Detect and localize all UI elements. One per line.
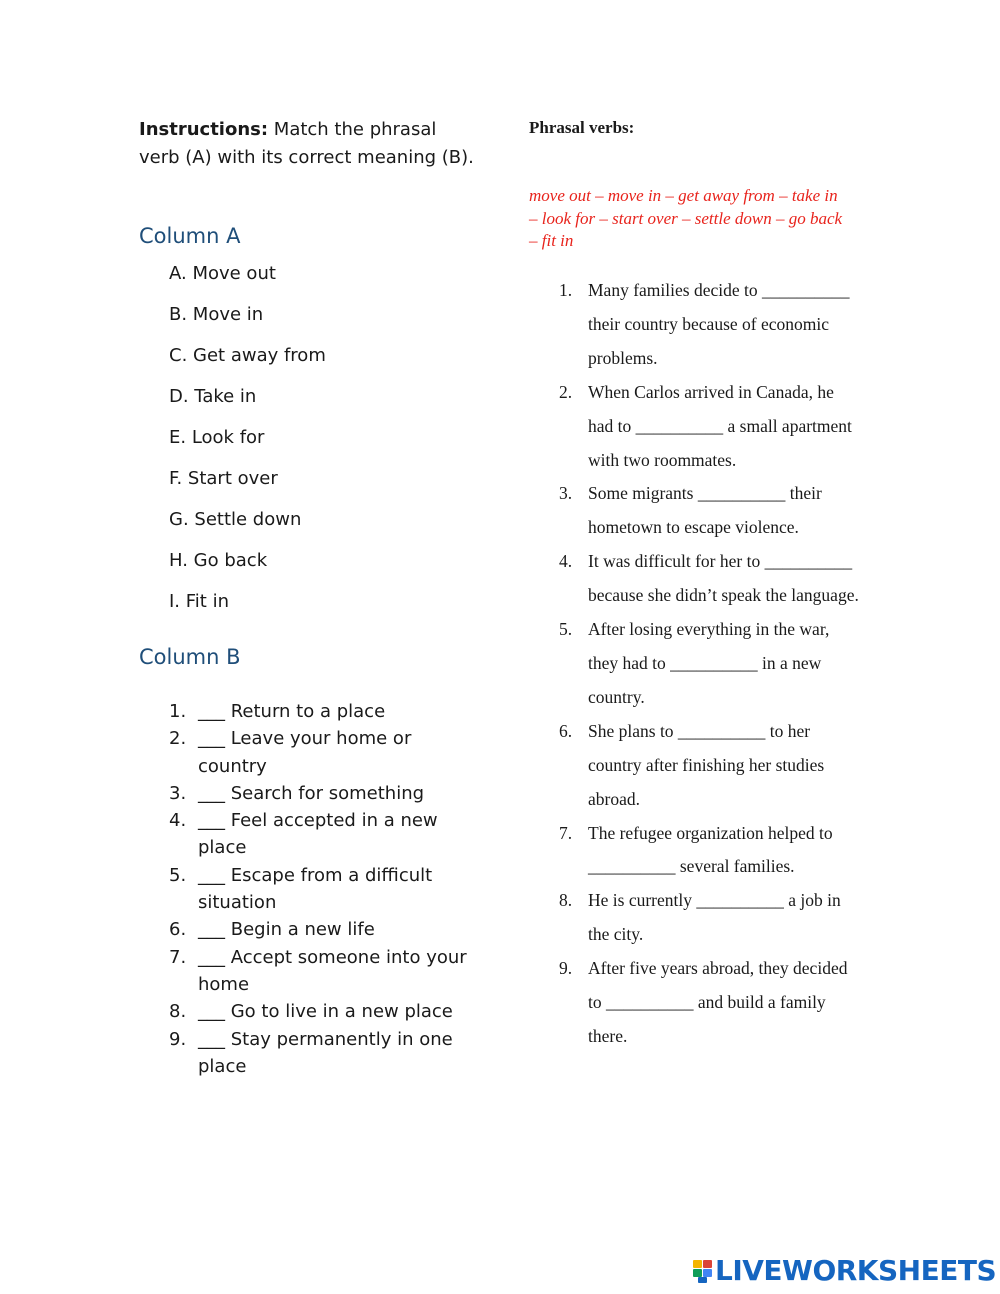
sentence-number: 8.: [559, 890, 573, 911]
column-a-item: H. Go back: [169, 550, 268, 571]
logo-text: LIVEWORKSHEETS: [715, 1254, 997, 1287]
item-number: 2.: [169, 728, 187, 750]
item-number: 4.: [169, 810, 187, 832]
sentence-text: She plans to __________ to her country after finishing her studies abroad.: [588, 720, 825, 809]
column-b-item[interactable]: [169, 862, 479, 917]
sentence-item[interactable]: [559, 545, 859, 613]
item-text: ___ Accept someone into your home: [198, 946, 467, 995]
sentence-number: 5.: [559, 619, 573, 640]
item-text: ___ Return to a place: [198, 701, 386, 722]
sentence-item[interactable]: [559, 477, 859, 545]
sentence-number: 7.: [559, 822, 573, 843]
column-b-heading: Column B: [139, 645, 241, 669]
column-b-item[interactable]: [169, 916, 479, 943]
column-b-item[interactable]: [169, 780, 479, 807]
sentence-number: 9.: [559, 958, 573, 979]
sentence-text: When Carlos arrived in Canada, he had to __________ a small apartment with two roommates.: [588, 381, 852, 470]
column-b-item[interactable]: [169, 944, 479, 999]
sentence-number: 2.: [559, 381, 573, 402]
sentence-text: It was difficult for her to __________ because she didn’t speak the language.: [588, 551, 859, 606]
sentence-item[interactable]: [559, 274, 859, 376]
column-a-item: I. Fit in: [169, 591, 229, 612]
right-column: [529, 116, 869, 1046]
column-b-item[interactable]: [169, 698, 479, 725]
column-a-item: D. Take in: [169, 386, 257, 407]
item-text: ___ Stay permanently in one place: [198, 1028, 453, 1077]
item-number: 3.: [169, 782, 187, 804]
column-a-heading: Column A: [139, 224, 241, 248]
sentence-item[interactable]: [559, 376, 859, 478]
item-number: 5.: [169, 864, 187, 886]
instructions-text: Match the phrasal verb (A) with its correct meaning (B).: [139, 119, 474, 168]
instructions: [139, 116, 479, 172]
column-a-item: A. Move out: [169, 263, 276, 284]
column-a-item: C. Get away from: [169, 345, 326, 366]
sentence-item[interactable]: [559, 817, 859, 885]
item-text: ___ Begin a new life: [198, 919, 375, 941]
instructions-label: Instructions:: [139, 119, 269, 140]
sentence-text: After five years abroad, they decided to __________ and build a family there.: [588, 958, 848, 1046]
sentence-text: After losing everything in the war, they had to __________ in a new country.: [588, 619, 830, 707]
column-b-item[interactable]: [169, 725, 479, 780]
column-a-item: E. Look for: [169, 427, 265, 448]
column-b-item[interactable]: [169, 998, 479, 1025]
sentence-text: Some migrants __________ their hometown to escape violence.: [588, 483, 822, 538]
column-b-item[interactable]: [169, 1026, 479, 1081]
column-b-list: [169, 698, 479, 1080]
sentence-item[interactable]: [559, 715, 859, 817]
sentence-number: 3.: [559, 483, 573, 504]
column-a-item: F. Start over: [169, 468, 278, 489]
item-number: 9.: [169, 1028, 187, 1050]
sentence-text: The refugee organization helped to __________ several families.: [588, 822, 833, 877]
sentence-number: 6.: [559, 720, 573, 741]
left-column: [139, 116, 479, 1077]
item-number: 1.: [169, 701, 187, 722]
item-number: 7.: [169, 946, 187, 968]
item-text: ___ Leave your home or country: [198, 728, 412, 777]
phrasal-verbs-heading: Phrasal verbs:: [529, 118, 635, 137]
liveworksheets-logo[interactable]: [693, 1254, 996, 1287]
sentence-text: He is currently __________ a job in the city.: [588, 890, 841, 945]
item-text: ___ Feel accepted in a new place: [198, 810, 438, 859]
column-b-item[interactable]: [169, 807, 479, 862]
item-number: 6.: [169, 919, 187, 941]
item-text: ___ Escape from a difficult situation: [198, 864, 433, 914]
item-text: ___ Search for something: [198, 782, 425, 804]
sentence-number: 1.: [559, 280, 573, 300]
phrasal-verbs-list: move out – move in – get away from – take in – look for – start over – settle down – go back – fit in: [529, 186, 843, 251]
column-a-item: G. Settle down: [169, 509, 302, 530]
item-text: ___ Go to live in a new place: [198, 1001, 453, 1023]
liveworksheets-logo-icon: [693, 1258, 713, 1284]
sentence-item[interactable]: [559, 613, 859, 715]
sentence-item[interactable]: [559, 952, 859, 1054]
sentence-text: Many families decide to __________ their country because of economic problems.: [588, 280, 850, 368]
sentence-number: 4.: [559, 551, 573, 572]
sentence-item[interactable]: [559, 884, 859, 952]
sentence-list: [559, 274, 859, 1054]
column-a-item: B. Move in: [169, 304, 264, 325]
column-a-list: [169, 262, 326, 631]
item-number: 8.: [169, 1001, 187, 1023]
